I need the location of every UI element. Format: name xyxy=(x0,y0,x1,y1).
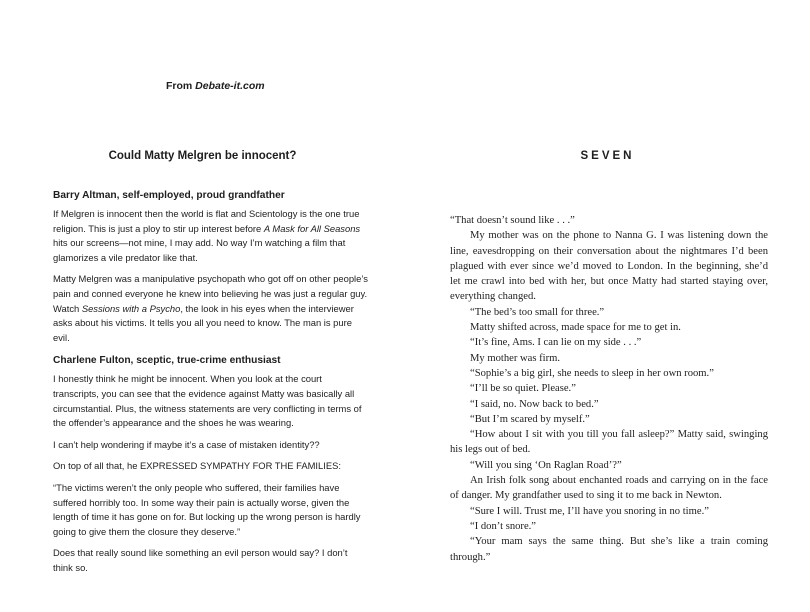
story-paragraph: Matty shifted across, made space for me to get in. xyxy=(470,322,681,334)
story-paragraph: “The bed’s too small for three.” xyxy=(470,306,605,318)
story-paragraph: “It’s fine, Ams. I can lie on my side . . .” xyxy=(470,337,642,349)
paragraph-text: Matty Melgren was a manipulative psychopath who got off on other people’s pain and conned everyone he knew into believing he was just a regular guy. Watch xyxy=(53,273,368,314)
post-author: Barry Altman, self-employed, proud grandfather xyxy=(53,190,285,201)
story-paragraph: “I don’t snore.” xyxy=(470,520,536,532)
post-paragraph: On top of all that, he EXPRESSED SYMPATHY FOR THE FAMILIES: xyxy=(53,460,341,472)
story-paragraph: “Sophie’s a big girl, she needs to sleep in her own room.” xyxy=(470,367,714,379)
story-paragraph: “How about I sit with you till you fall asleep?” Matty said, swinging his legs out of bed. xyxy=(450,429,768,456)
post-paragraph xyxy=(53,207,369,265)
story-paragraph: “Your mam says the same thing. But she’s like a train coming through.” xyxy=(450,536,768,563)
paragraph-text: hits our screens—not mine, I may add. No way I’m watching a film that glamorizes a vile predator like that. xyxy=(53,237,346,263)
story-paragraph: “I said, no. Now back to bed.” xyxy=(470,398,599,410)
paragraph-text: , the look in his eyes when the interviewer asks about his victims. It tells you all you need to know. The man is pure evil. xyxy=(53,302,354,343)
chapter-title: SEVEN xyxy=(580,150,635,162)
post-paragraph: Does that really sound like something an evil person would say? I don’t think so. xyxy=(53,547,348,573)
post-quote: “The victims weren’t the only people who suffered, their families have suffered horribly too. In some way their pain is actually worse, given the length of time it has gone on for. But locking up the wrong person is hardly going to give them the closure they deserve.” xyxy=(53,481,361,537)
story-paragraph: My mother was firm. xyxy=(470,352,561,364)
source-site: Debate-it.com xyxy=(195,80,265,92)
debate-posts xyxy=(53,190,369,582)
source-line xyxy=(166,80,265,92)
film-title: A Mask for All Seasons xyxy=(263,222,361,234)
story-paragraph: “But I’m scared by myself.” xyxy=(470,413,590,425)
story-paragraph: “I’ll be so quiet. Please.” xyxy=(470,383,576,395)
right-page xyxy=(405,0,810,612)
story-paragraph: My mother was on the phone to Nanna G. I was listening down the line, eavesdropping on their conversation about the nightmares I’d been plagued with ever since we’d moved to London. In the beginning, she’d let me crawl into bed with her, but once Matty had started staying over, everything changed. xyxy=(450,230,768,303)
story-paragraph: “That doesn’t sound like . . .” xyxy=(450,215,575,226)
story-paragraph: “Will you sing ‘On Raglan Road’?” xyxy=(470,459,622,471)
story-paragraph: An Irish folk song about enchanted roads and carrying on in the face of danger. My grandfather used to sing it to me back in Newton. xyxy=(450,475,768,502)
source-prefix: From xyxy=(166,80,196,92)
post-paragraph: I honestly think he might be innocent. When you look at the court transcripts, you can see that the evidence against Matty was basically all circumstantial. Plus, the witness statements are very conflicting in terms of the offender’s appearance and the shoes he was wearing. xyxy=(53,373,362,429)
chapter-body xyxy=(450,213,768,565)
post-paragraph: I can’t help wondering if maybe it’s a case of mistaken identity?? xyxy=(53,438,320,450)
post-author: Charlene Fulton, sceptic, true-crime enthusiast xyxy=(53,355,281,367)
post-paragraph xyxy=(53,272,369,345)
documentary-title: Sessions with a Psycho xyxy=(81,302,181,314)
post-charlene-fulton xyxy=(53,355,369,575)
story-paragraph: “Sure I will. Trust me, I’ll have you snoring in no time.” xyxy=(470,505,709,517)
post-barry-altman xyxy=(53,190,369,345)
paragraph-text: If Melgren is innocent then the world is flat and Scientology is the one true religion. This is just a ploy to stir up interest before xyxy=(53,208,360,234)
debate-question: Could Matty Melgren be innocent? xyxy=(108,150,297,162)
